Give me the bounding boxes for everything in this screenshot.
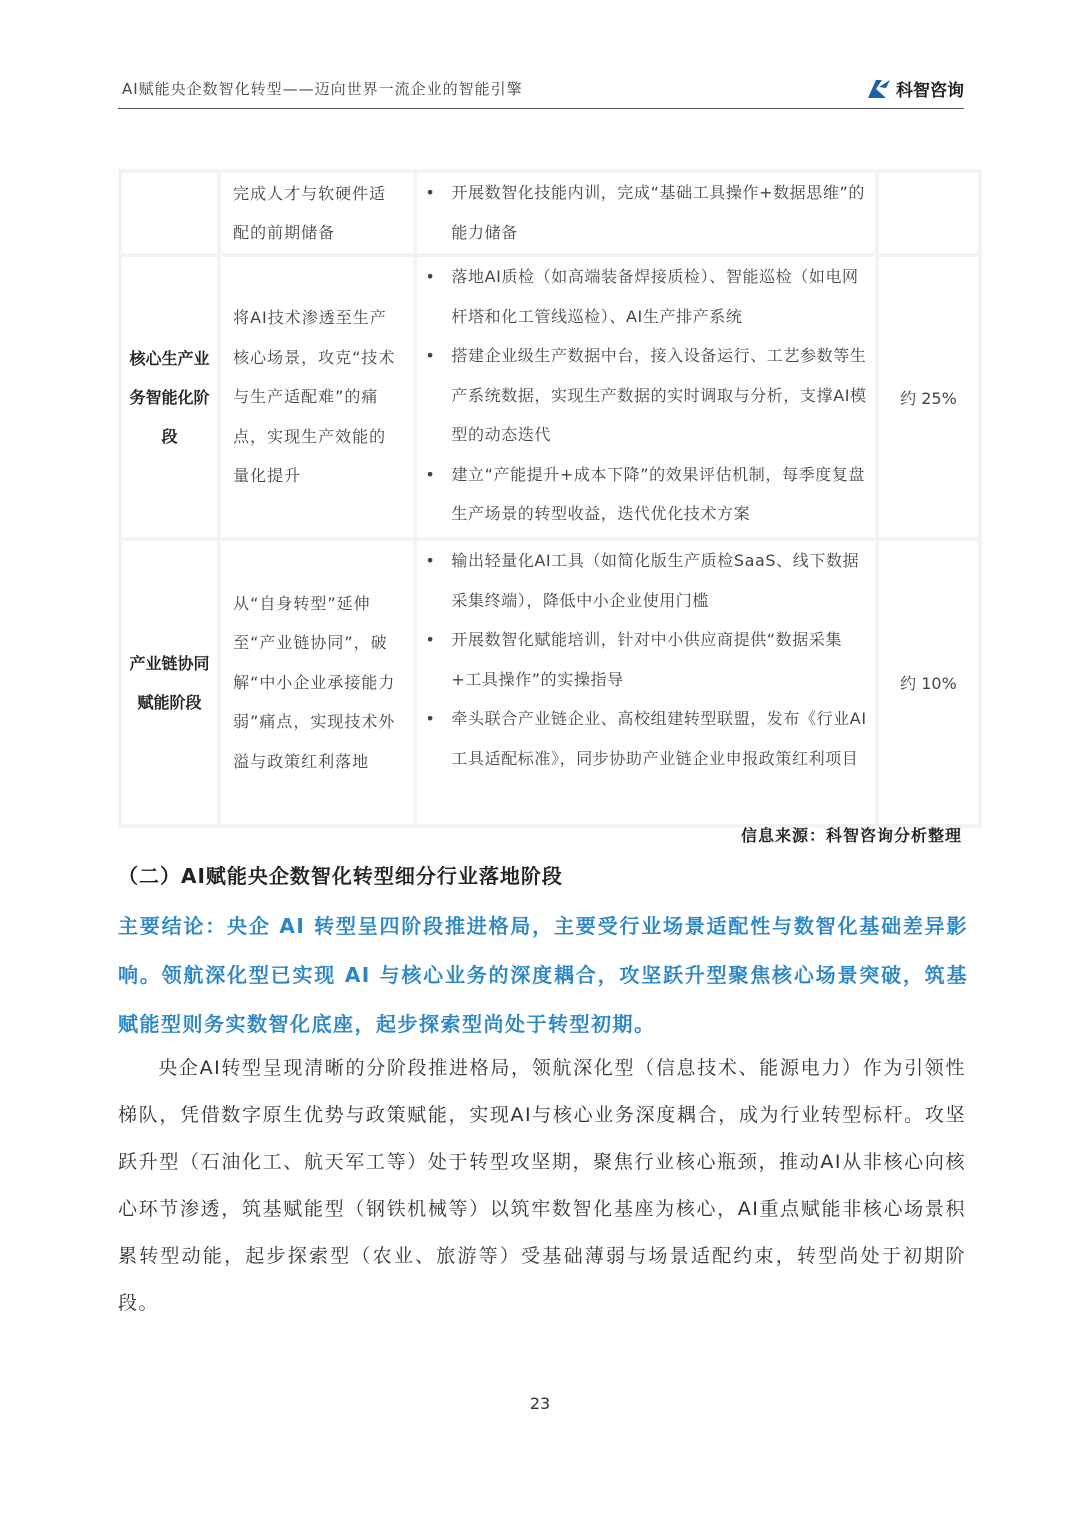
logo-text: 科智咨询 xyxy=(896,81,964,101)
body-paragraph xyxy=(118,1045,966,1327)
share-value: 约 10% xyxy=(900,674,957,693)
list-item xyxy=(425,173,869,252)
stage-name: 核心生产业务智能化阶段 xyxy=(129,348,210,446)
source-note: 信息来源：科智咨询分析整理 xyxy=(740,826,962,845)
table-row xyxy=(118,253,982,537)
bullet-icon: • xyxy=(425,183,436,202)
share-cell xyxy=(879,257,978,537)
list-item xyxy=(425,620,869,699)
list-item xyxy=(425,541,869,620)
header-title: AI赋能央企数智化转型——迈向世界一流企业的智能引擎 xyxy=(122,80,523,98)
goal-text: 从“自身转型”延伸至“产业链协同”，破解“中小企业承接能力弱”痛点，实现技术外溢与政策红利落地 xyxy=(233,593,396,771)
section-heading: （二）AI赋能央企数智化转型细分行业落地阶段 xyxy=(118,864,563,888)
share-cell xyxy=(879,173,978,253)
bullet-icon: • xyxy=(425,346,436,365)
bullet-icon: • xyxy=(425,464,436,484)
list-item xyxy=(425,336,869,455)
goal-cell xyxy=(221,541,413,824)
bullet-icon: • xyxy=(425,709,436,728)
action-text: 建立“产能提升+成本下降”的效果评估机制，每季度复盘生产场景的转型收益，迭代优化技术方案 xyxy=(451,464,865,523)
stage-name: 产业链协同赋能阶段 xyxy=(129,653,210,712)
actions-cell xyxy=(417,173,875,253)
list-item xyxy=(425,257,869,336)
actions-cell xyxy=(417,541,875,824)
stage-cell xyxy=(122,257,217,537)
action-text: 搭建企业级生产数据中台，接入设备运行、工艺参数等生产系统数据，实现生产数据的实时调取与分析，支撑AI模型的动态迭代 xyxy=(451,346,867,444)
body-text: 央企AI转型呈现清晰的分阶段推进格局，领航深化型（信息技术、能源电力）作为引领性梯队，凭借数字原生优势与政策赋能，实现AI与核心业务深度耦合，成为行业转型标杆。攻坚跃升型（石油化工、航天军工等）处于转型攻坚期，聚焦行业核心瓶颈，推动AI从非核心向核心环节渗透，筑基赋能型（钢铁机械等）以筑牢数智化基座为核心，AI重点赋能非核心场景积累转型动能，起步探索型（农业、旅游等）受基础薄弱与场景适配约束，转型尚处于初期阶段。 xyxy=(118,1057,966,1314)
bullet-icon: • xyxy=(425,267,436,286)
list-item xyxy=(425,699,869,778)
goal-text: 完成人才与软硬件适配的前期储备 xyxy=(233,183,387,242)
table-row xyxy=(118,169,982,253)
actions-cell xyxy=(417,257,875,537)
kezhi-logo-icon xyxy=(866,78,892,100)
list-item xyxy=(425,455,869,534)
goal-cell xyxy=(221,257,413,537)
stage-table xyxy=(118,169,982,828)
stage-cell xyxy=(122,541,217,824)
action-text: 落地AI质检（如高端装备焊接质检）、智能巡检（如电网杆塔和化工管线巡检）、AI生产排产系统 xyxy=(451,267,859,326)
goal-cell xyxy=(221,173,413,253)
stage-cell xyxy=(122,173,217,253)
bullet-icon: • xyxy=(425,551,436,570)
page-header xyxy=(118,72,964,109)
page-number: 23 xyxy=(529,1394,551,1413)
key-conclusion: 主要结论：央企 AI 转型呈四阶段推进格局，主要受行业场景适配性与数智化基础差异影响。领航深化型已实现 AI 与核心业务的深度耦合，攻坚跃升型聚焦核心场景突破，筑基赋能型则务实数智化底座，起步探索型尚处于转型初期。 xyxy=(118,914,968,1036)
goal-text: 将AI技术渗透至生产核心场景，攻克“技术与生产适配难”的痛点，实现生产效能的量化提升 xyxy=(233,308,396,486)
company-logo xyxy=(866,76,964,101)
action-text: 输出轻量化AI工具（如简化版生产质检SaaS、线下数据采集终端），降低中小企业使用门槛 xyxy=(451,551,860,610)
action-text: 开展数智化赋能培训，针对中小供应商提供“数据采集+工具操作”的实操指导 xyxy=(451,630,843,689)
share-value: 约 25% xyxy=(900,388,957,408)
action-text: 牵头联合产业链企业、高校组建转型联盟，发布《行业AI工具适配标准》，同步协助产业链企业申报政策红利项目 xyxy=(451,709,867,768)
action-text: 开展数智化技能内训，完成“基础工具操作+数据思维”的能力储备 xyxy=(451,183,865,242)
share-cell xyxy=(879,541,978,824)
table-row xyxy=(118,537,982,828)
bullet-icon: • xyxy=(425,630,436,649)
